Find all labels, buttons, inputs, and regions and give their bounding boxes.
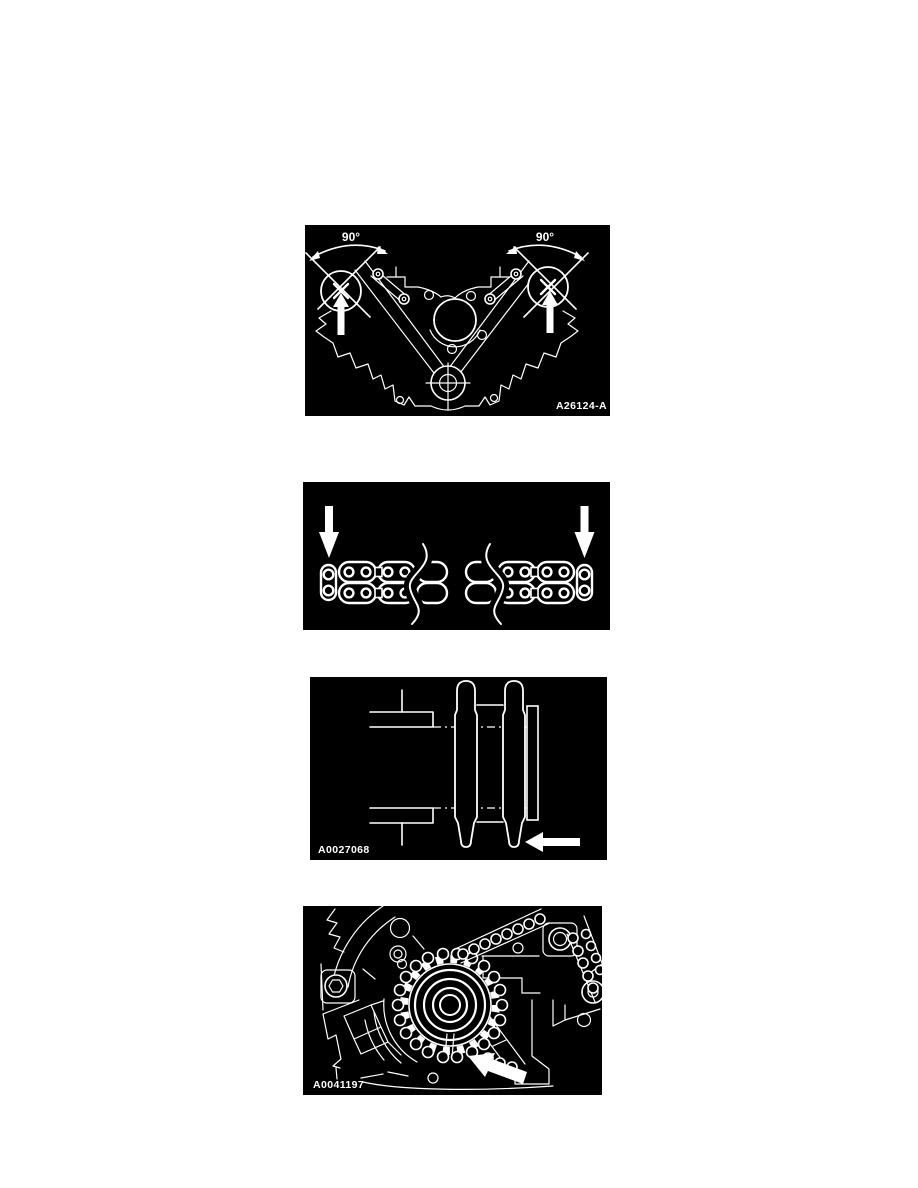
sprocket-installed-drawing <box>303 906 602 1095</box>
left-bolt-boss <box>321 970 355 1003</box>
left-arrow-icon <box>525 832 580 852</box>
left-timing-chain <box>355 261 445 377</box>
upper-bracket <box>482 943 540 993</box>
figure-code-label: A26124-A <box>555 400 607 412</box>
left-chain-segment <box>321 544 447 624</box>
figure-panel-chain-links <box>303 482 610 630</box>
chain-links-drawing <box>303 482 610 630</box>
water-pump-opening <box>425 291 487 354</box>
sprocket-side-view-drawing <box>310 677 607 860</box>
camshaft-timing-drawing <box>305 225 610 416</box>
down-arrow-icon <box>575 506 595 558</box>
angle-label-left: 90° <box>341 230 361 244</box>
figure-panel-sprocket-installed <box>303 906 602 1095</box>
figure-panel-sprocket-side-view <box>310 677 607 860</box>
right-side-structure <box>515 964 602 1084</box>
figure-panel-camshaft-timing <box>305 225 610 416</box>
crankshaft-hub <box>426 363 470 409</box>
down-arrow-icon <box>319 506 339 558</box>
right-chain-segment <box>466 544 592 624</box>
chain-run-upper <box>453 909 550 963</box>
up-left-arrow-icon <box>468 1053 527 1084</box>
figure-code-label: A0027068 <box>318 844 370 856</box>
figure-code-label: A0041197 <box>313 1079 365 1091</box>
angle-label-right: 90° <box>535 230 555 244</box>
oil-pump-housing <box>323 1000 401 1079</box>
